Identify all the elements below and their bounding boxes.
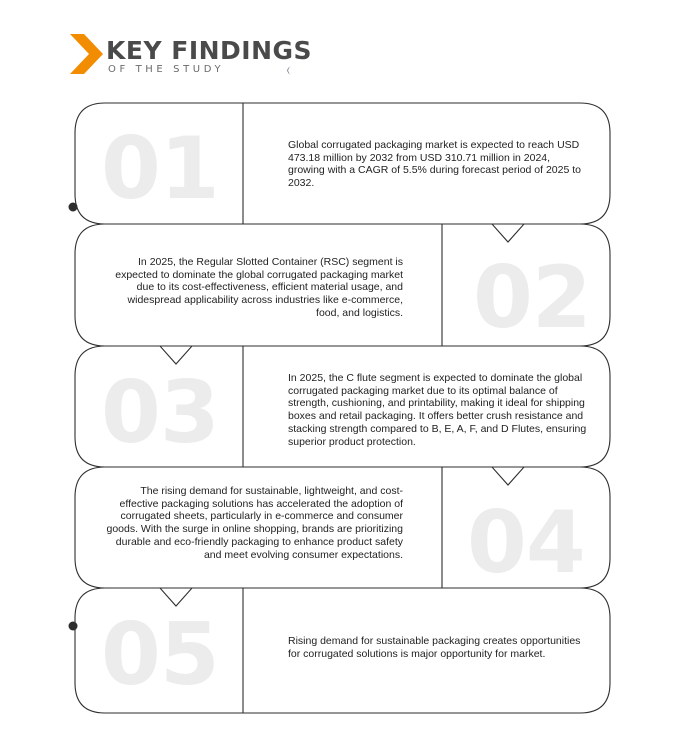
finding-text-02: In 2025, the Regular Slotted Container (RSC) segment is expected to dominate the global corrugated packaging market due to its cost-effectiveness, efficient material usage, and widespread applicability across industries like e-commerce, food, and logistics. bbox=[115, 256, 403, 319]
finding-number-03: 03 bbox=[101, 363, 219, 463]
finding-text-01: Global corrugated packaging market is expected to reach USD 473.18 million by 2032 from USD 310.71 million in 2024, growing with a CAGR of 5.5% during forecast period of 2025 to 2032. bbox=[288, 139, 581, 190]
finding-text-04: The rising demand for sustainable, lightweight, and cost-effective packaging solutions has accelerated the adoption of corrugated sheets, particularly in e-commerce and consumer goods. With the surge in online shopping, brands are prioritizing durable and eco-friendly packaging to enhance product safety and meet evolving consumer expectations. bbox=[106, 485, 403, 561]
page-title: KEY FINDINGS bbox=[106, 36, 313, 65]
finding-text-05: Rising demand for sustainable packaging creates opportunities for corrugated solutions is major opportunity for market. bbox=[288, 635, 581, 660]
finding-text-03: In 2025, the C flute segment is expected to dominate the global corrugated packaging market due to its optimal balance of strength, cushioning, and printability, making it ideal for shipping boxes and retail packaging. It offers better crush resistance and stacking strength compared to B, E, A, F, and D Flutes, ensuring superior product protection. bbox=[288, 372, 587, 448]
finding-number-02: 02 bbox=[473, 248, 591, 348]
timeline-start-dot bbox=[69, 203, 78, 212]
timeline-end-dot bbox=[69, 622, 78, 631]
page-subtitle: OF THE STUDY bbox=[108, 64, 225, 75]
finding-number-01: 01 bbox=[101, 119, 219, 219]
finding-number-05: 05 bbox=[101, 605, 219, 705]
finding-number-04: 04 bbox=[467, 493, 585, 593]
